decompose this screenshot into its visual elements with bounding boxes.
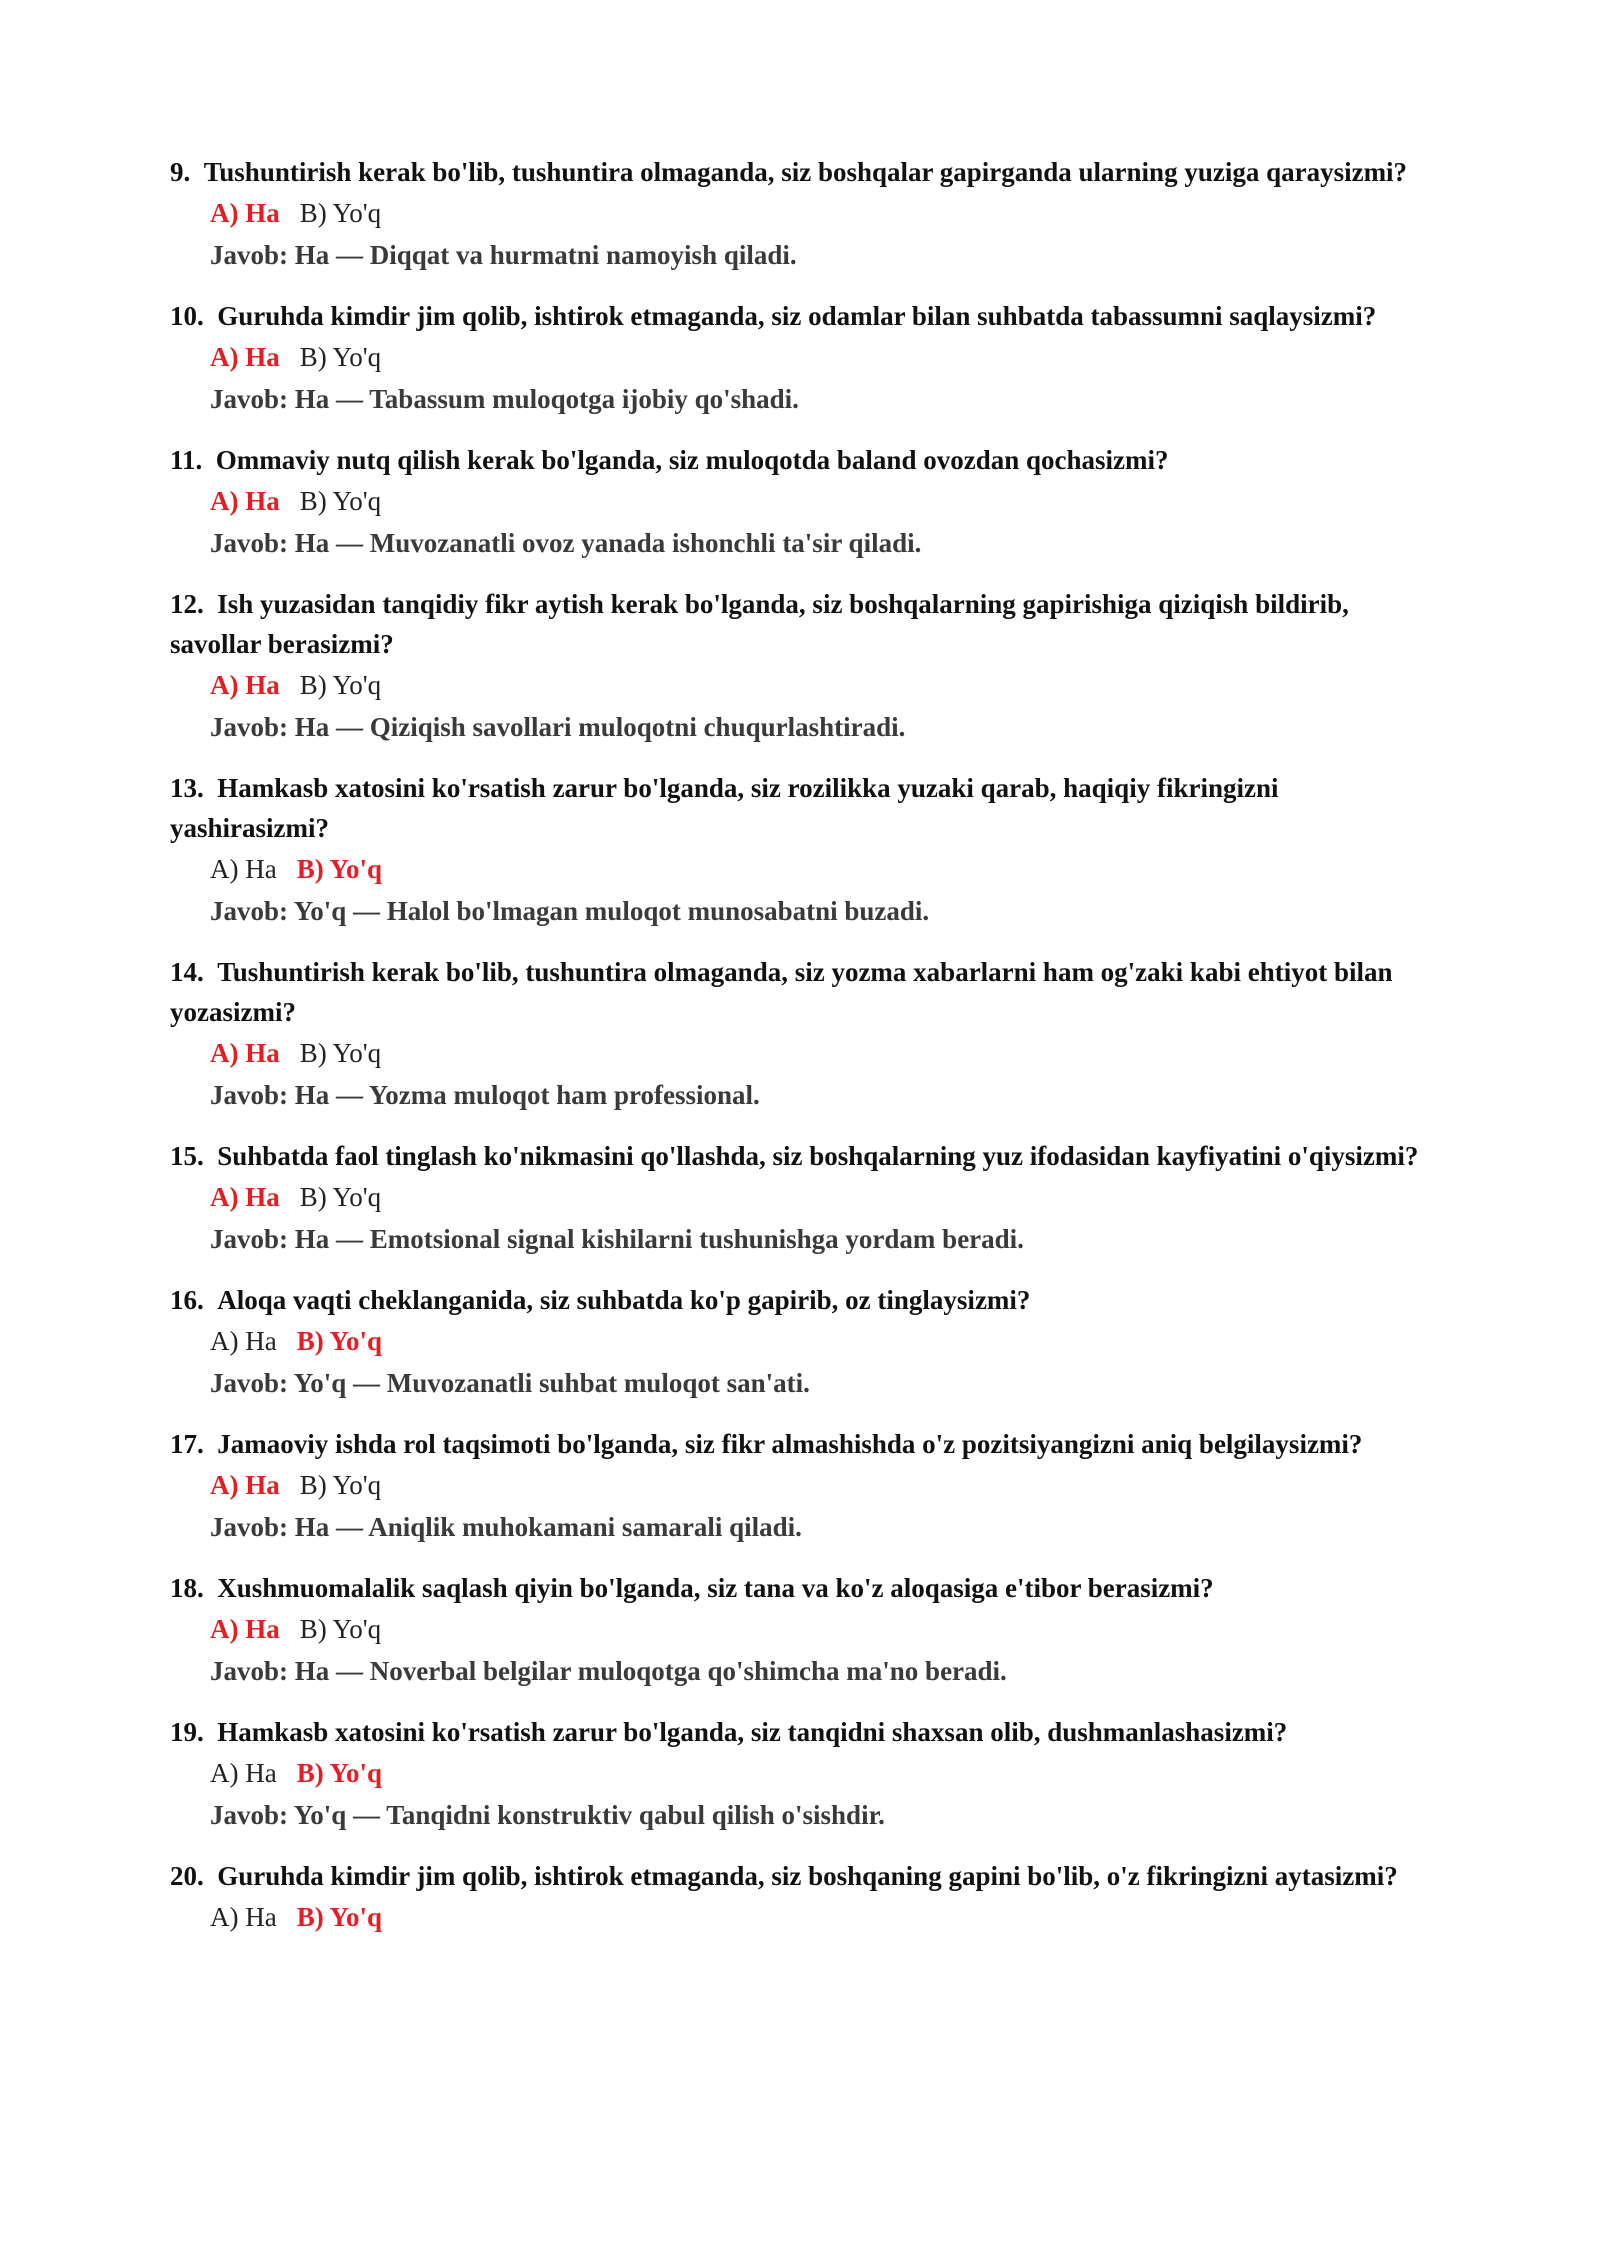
option-b: B) Yo'q [299, 670, 382, 700]
question-text [170, 1568, 1430, 1608]
option-a: A) Ha [210, 1038, 280, 1068]
question-body: Hamkasb xatosini ko'rsatish zarur bo'lganda, siz rozilikka yuzaki qarab, haqiqiy fikringizni yashirasizmi? [170, 773, 1279, 843]
question-text [170, 1424, 1430, 1464]
answer-options [170, 480, 1430, 522]
question-body: Jamaoviy ishda rol taqsimoti bo'lganda, siz fikr almashishda o'z pozitsiyangizni aniq belgilaysizmi? [217, 1429, 1363, 1459]
question-block [170, 768, 1430, 932]
question-number: 14. [170, 957, 204, 987]
question-block [170, 952, 1430, 1116]
answer-options [170, 1176, 1430, 1218]
option-a: A) Ha [210, 1182, 280, 1212]
question-block [170, 1136, 1430, 1260]
option-b: B) Yo'q [299, 1038, 382, 1068]
question-block [170, 584, 1430, 748]
option-b: B) Yo'q [299, 1614, 382, 1644]
option-b: B) Yo'q [296, 1326, 383, 1356]
question-number: 11. [170, 445, 203, 475]
answer-options [170, 664, 1430, 706]
option-a: A) Ha [210, 854, 277, 884]
option-a: A) Ha [210, 1326, 277, 1356]
option-a: A) Ha [210, 1758, 277, 1788]
answer-explanation: Javob: Ha — Muvozanatli ovoz yanada ishonchli ta'sir qiladi. [210, 528, 922, 558]
option-b: B) Yo'q [299, 486, 382, 516]
question-number: 20. [170, 1861, 204, 1891]
question-number: 10. [170, 301, 204, 331]
question-body: Ommaviy nutq qilish kerak bo'lganda, siz muloqotda baland ovozdan qochasizmi? [215, 445, 1169, 475]
answer-explanation: Javob: Ha — Emotsional signal kishilarni tushunishga yordam beradi. [210, 1224, 1024, 1254]
answer-options [170, 192, 1430, 234]
question-number: 19. [170, 1717, 204, 1747]
answer-options [170, 848, 1430, 890]
question-text [170, 1280, 1430, 1320]
answer-explanation: Javob: Yo'q — Tanqidni konstruktiv qabul qilish o'sishdir. [210, 1800, 885, 1830]
answer-options [170, 1608, 1430, 1650]
question-number: 18. [170, 1573, 204, 1603]
option-a: A) Ha [210, 1614, 280, 1644]
answer-options [170, 1752, 1430, 1794]
option-b: B) Yo'q [299, 1182, 382, 1212]
option-b: B) Yo'q [296, 1902, 383, 1932]
answer-explanation: Javob: Ha — Diqqat va hurmatni namoyish qiladi. [210, 240, 797, 270]
answer-explanation: Javob: Ha — Yozma muloqot ham professional. [210, 1080, 760, 1110]
question-block [170, 1424, 1430, 1548]
option-a: A) Ha [210, 342, 280, 372]
answer-options [170, 1032, 1430, 1074]
question-block [170, 1568, 1430, 1692]
answer-explanation: Javob: Yo'q — Halol bo'lmagan muloqot munosabatni buzadi. [210, 896, 930, 926]
question-text [170, 1712, 1430, 1752]
question-number: 13. [170, 773, 204, 803]
option-b: B) Yo'q [299, 198, 382, 228]
question-body: Guruhda kimdir jim qolib, ishtirok etmaganda, siz odamlar bilan suhbatda tabassumni saqlaysizmi? [217, 301, 1377, 331]
question-body: Tushuntirish kerak bo'lib, tushuntira olmaganda, siz boshqalar gapirganda ularning yuziga qaraysizmi? [203, 157, 1408, 187]
answer-explanation: Javob: Ha — Noverbal belgilar muloqotga qo'shimcha ma'no beradi. [210, 1656, 1007, 1686]
question-number: 16. [170, 1285, 204, 1315]
question-number: 12. [170, 589, 204, 619]
question-body: Ish yuzasidan tanqidiy fikr aytish kerak bo'lganda, siz boshqalarning gapirishiga qiziqish bildirib, savollar berasizmi? [170, 589, 1349, 659]
question-block [170, 1280, 1430, 1404]
option-b: B) Yo'q [296, 1758, 383, 1788]
question-body: Guruhda kimdir jim qolib, ishtirok etmaganda, siz boshqaning gapini bo'lib, o'z fikringizni aytasizmi? [217, 1861, 1398, 1891]
question-number: 15. [170, 1141, 204, 1171]
question-block [170, 1856, 1430, 1938]
option-a: A) Ha [210, 198, 280, 228]
question-block [170, 1712, 1430, 1836]
option-b: B) Yo'q [299, 342, 382, 372]
answer-explanation: Javob: Ha — Tabassum muloqotga ijobiy qo'shadi. [210, 384, 799, 414]
question-block [170, 152, 1430, 276]
option-b: B) Yo'q [299, 1470, 382, 1500]
question-text [170, 584, 1430, 664]
question-text [170, 1856, 1430, 1896]
question-body: Xushmuomalalik saqlash qiyin bo'lganda, siz tana va ko'z aloqasiga e'tibor berasizmi? [217, 1573, 1214, 1603]
question-number: 17. [170, 1429, 204, 1459]
question-list [170, 152, 1430, 1958]
option-b: B) Yo'q [296, 854, 383, 884]
option-a: A) Ha [210, 486, 280, 516]
question-text [170, 768, 1430, 848]
answer-explanation: Javob: Ha — Qiziqish savollari muloqotni chuqurlashtiradi. [210, 712, 906, 742]
answer-explanation: Javob: Yo'q — Muvozanatli suhbat muloqot san'ati. [210, 1368, 810, 1398]
answer-options [170, 336, 1430, 378]
question-text [170, 1136, 1430, 1176]
question-text [170, 152, 1430, 192]
option-a: A) Ha [210, 670, 280, 700]
answer-options [170, 1320, 1430, 1362]
question-body: Hamkasb xatosini ko'rsatish zarur bo'lganda, siz tanqidni shaxsan olib, dushmanlashasizmi? [217, 1717, 1288, 1747]
answer-explanation: Javob: Ha — Aniqlik muhokamani samarali qiladi. [210, 1512, 802, 1542]
option-a: A) Ha [210, 1470, 280, 1500]
answer-options [170, 1464, 1430, 1506]
answer-options [170, 1896, 1430, 1938]
question-text [170, 952, 1430, 1032]
question-body: Suhbatda faol tinglash ko'nikmasini qo'llashda, siz boshqalarning yuz ifodasidan kayfiyatini o'qiysizmi? [217, 1141, 1419, 1171]
option-a: A) Ha [210, 1902, 277, 1932]
question-text [170, 440, 1430, 480]
question-number: 9. [170, 157, 191, 187]
question-body: Aloqa vaqti cheklanganida, siz suhbatda ko'p gapirib, oz tinglaysizmi? [217, 1285, 1031, 1315]
question-text [170, 296, 1430, 336]
question-body: Tushuntirish kerak bo'lib, tushuntira olmaganda, siz yozma xabarlarni ham og'zaki kabi ehtiyot bilan yozasizmi? [170, 957, 1393, 1027]
question-block [170, 440, 1430, 564]
question-block [170, 296, 1430, 420]
